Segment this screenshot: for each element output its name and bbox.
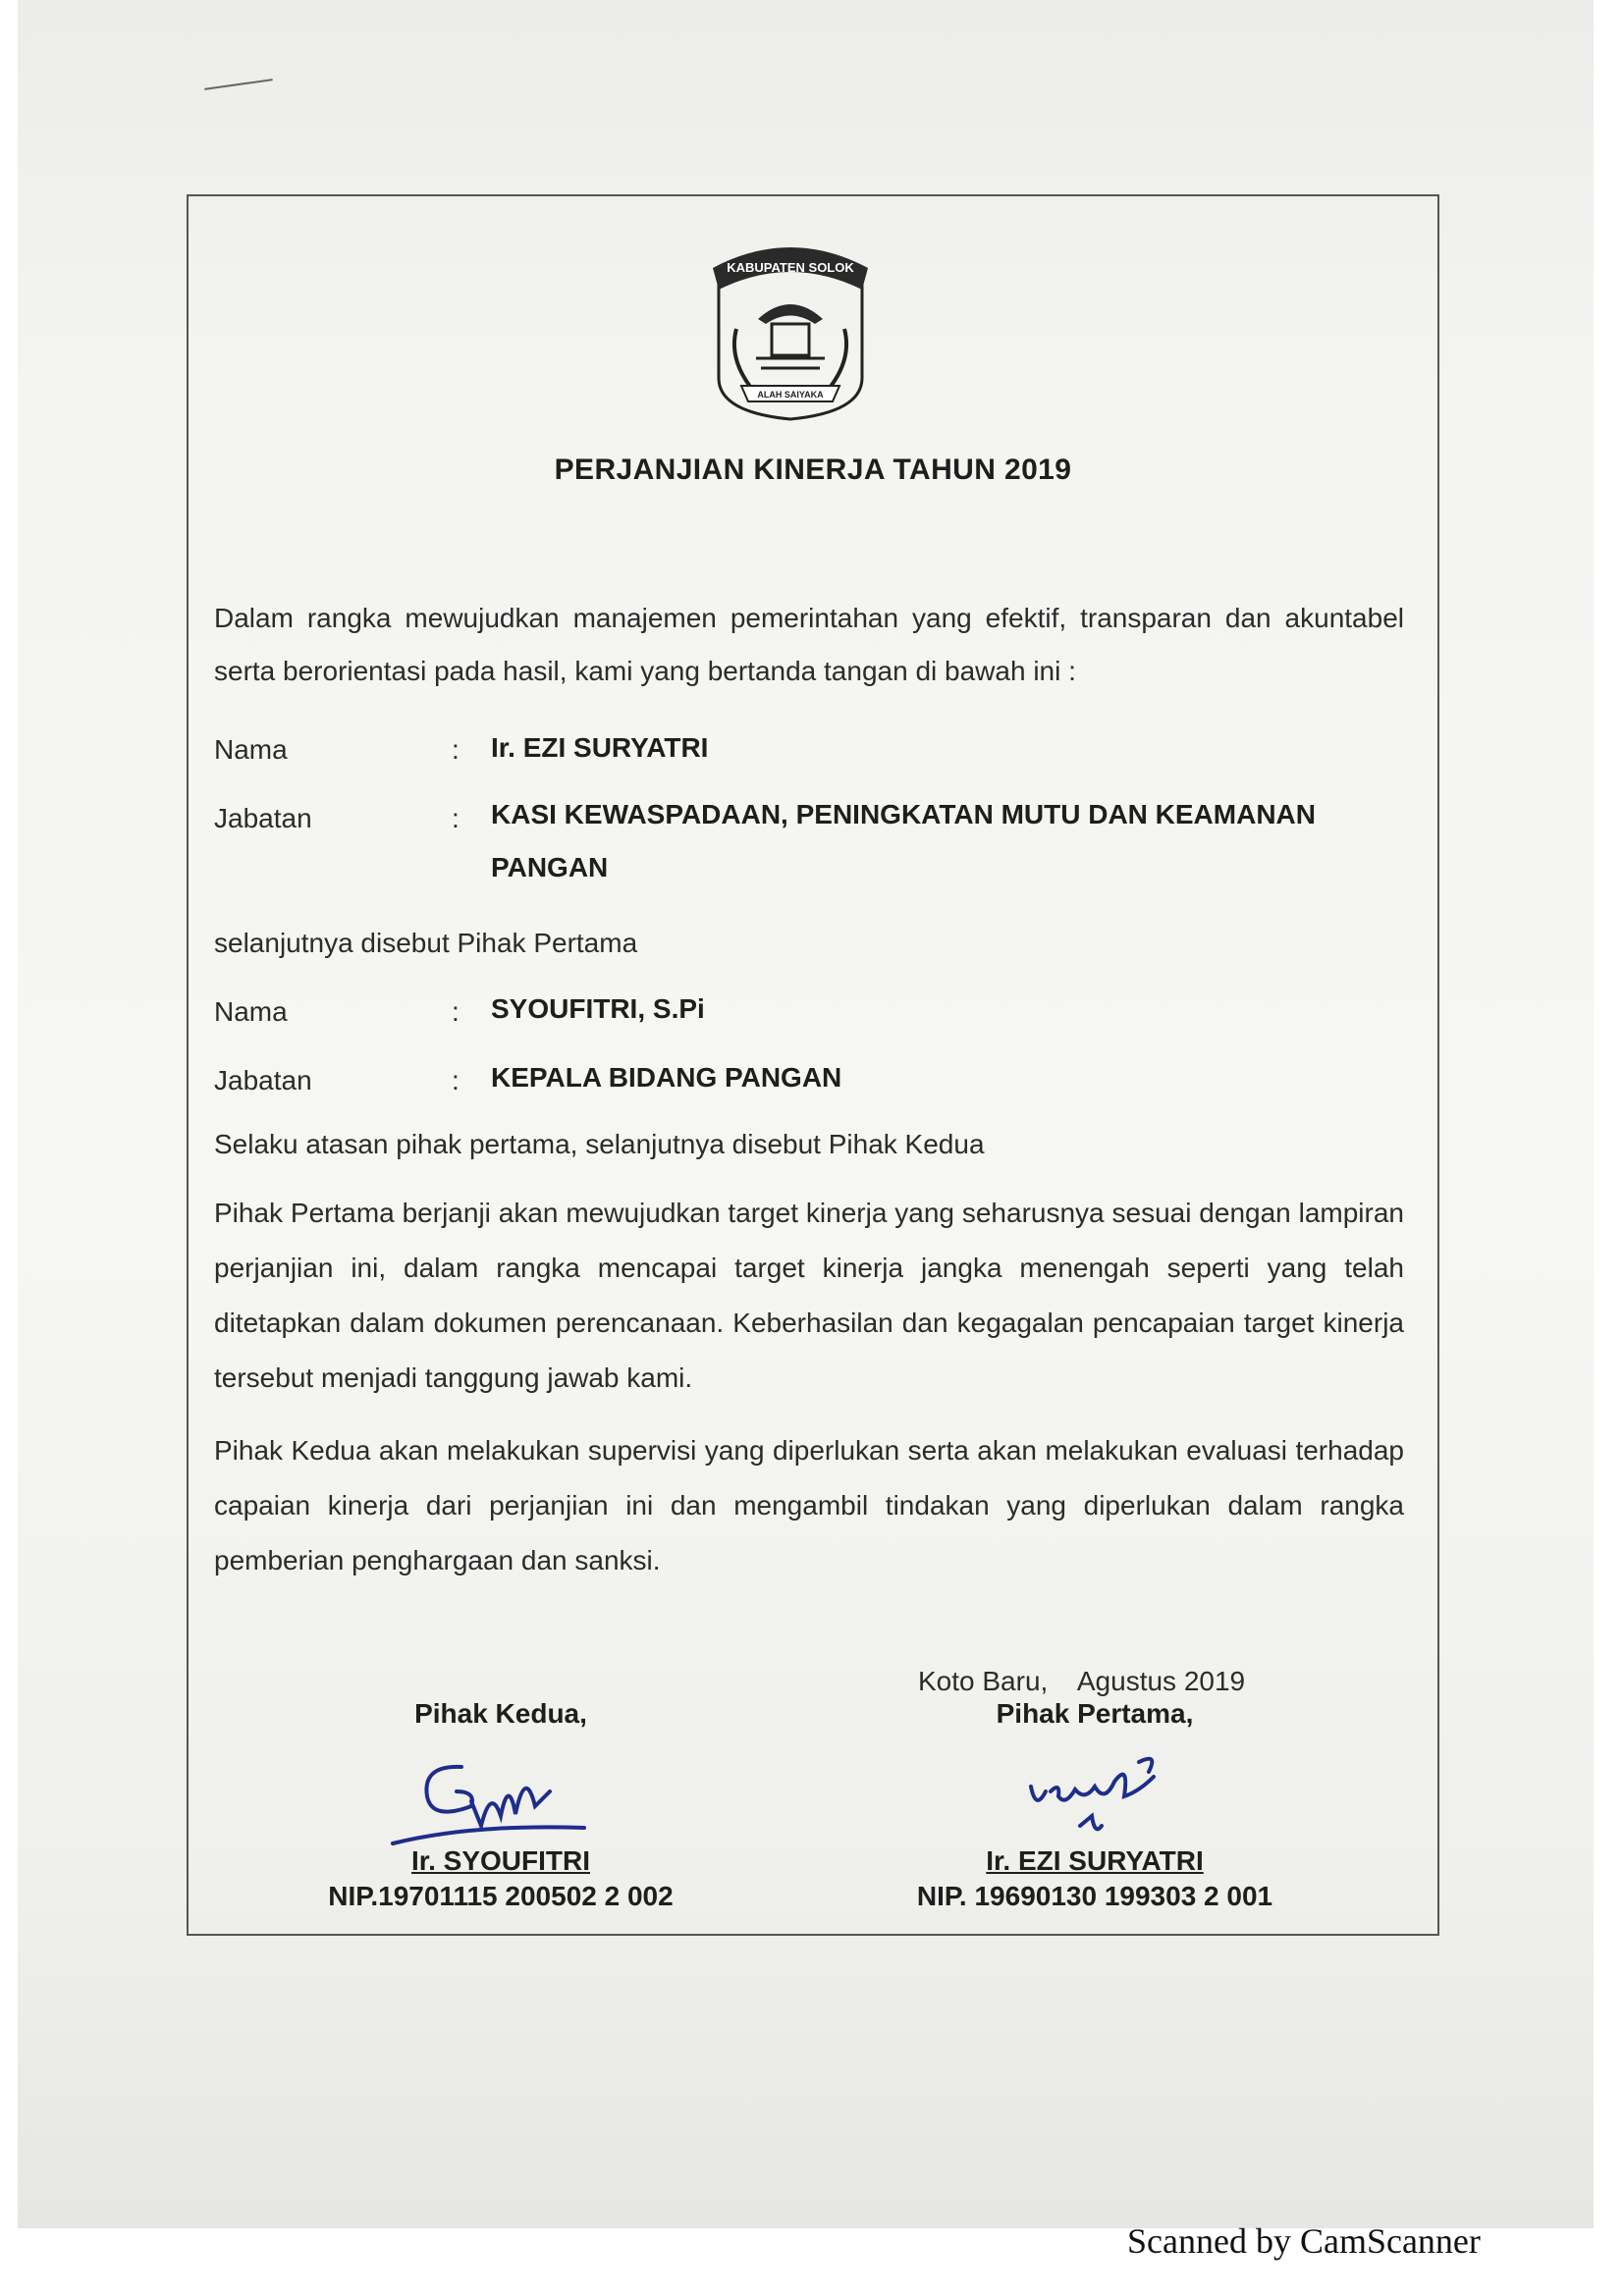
left-handwritten-signature (353, 1747, 609, 1855)
camscanner-watermark: Scanned by CamScanner (1127, 2221, 1481, 2261)
right-signature-role (884, 1698, 1306, 1730)
first-position-label: Jabatan (214, 803, 312, 833)
second-party-designation: Selaku atasan pihak pertama, selanjutnya disebut Pihak Kedua (214, 1129, 985, 1159)
pencil-mark (204, 79, 273, 90)
first-name-value: Ir. EZI SURYATRI (491, 732, 709, 763)
second-position-label: Jabatan (214, 1065, 312, 1095)
right-handwritten-signature (1011, 1742, 1208, 1850)
second-name-value: SYOUFITRI, S.Pi (491, 993, 705, 1024)
first-position-colon: : (452, 803, 460, 833)
second-position-colon: : (452, 1065, 460, 1095)
right-signatory (884, 1845, 1306, 1912)
first-position-value: KASI KEWASPADAAN, PENINGKATAN MUTU DAN KEAMANAN PANGAN (491, 799, 1316, 882)
right-role-label: Pihak Pertama, (996, 1698, 1194, 1729)
kabupaten-solok-emblem (707, 231, 874, 422)
first-name-colon: : (452, 734, 460, 765)
left-signatory (295, 1845, 707, 1912)
left-signature-role (295, 1698, 707, 1730)
left-role-label: Pihak Kedua, (414, 1698, 587, 1729)
first-party-designation: selanjutnya disebut Pihak Pertama (214, 928, 638, 958)
first-name-label: Nama (214, 734, 288, 765)
right-signatory-name: Ir. EZI SURYATRI (986, 1845, 1204, 1876)
left-signatory-name: Ir. SYOUFITRI (410, 1845, 591, 1876)
second-position-value: KEPALA BIDANG PANGAN (491, 1062, 842, 1093)
place-date: Koto Baru, Agustus 2019 (918, 1666, 1246, 1696)
commitment-paragraph: Pihak Pertama berjanji akan mewujudkan target kinerja yang seharusnya sesuai dengan lampiran perjanjian ini, dalam rangka mencapai target kinerja jangka menengah seperti yang telah ditetapkan dalam dokumen perencanaan. Keberhasilan dan kegagalan pencapaian target kinerja tersebut menjadi tanggung jawab kami. (214, 1198, 1404, 1393)
emblem-text: KABUPATEN SOLOK (727, 260, 854, 275)
left-signatory-nip: NIP.19701115 200502 2 002 (328, 1881, 674, 1911)
second-name-colon: : (452, 996, 460, 1027)
supervision-paragraph: Pihak Kedua akan melakukan supervisi yang diperlukan serta akan melakukan evaluasi terhadap capaian kinerja dari perjanjian ini dan mengambil tindakan yang diperlukan dalam rangka pemberian penghargaan dan sanksi. (214, 1435, 1404, 1575)
intro-paragraph: Dalam rangka mewujudkan manajemen pemerintahan yang efektif, transparan dan akuntabel serta berorientasi pada hasil, kami yang bertanda tangan di bawah ini : (214, 603, 1404, 686)
second-name-label: Nama (214, 996, 288, 1027)
document-title: PERJANJIAN KINERJA TAHUN 2019 (554, 454, 1072, 486)
emblem-motto: ALAH SAIYAKA (757, 390, 824, 400)
right-signatory-nip: NIP. 19690130 199303 2 001 (916, 1881, 1273, 1911)
